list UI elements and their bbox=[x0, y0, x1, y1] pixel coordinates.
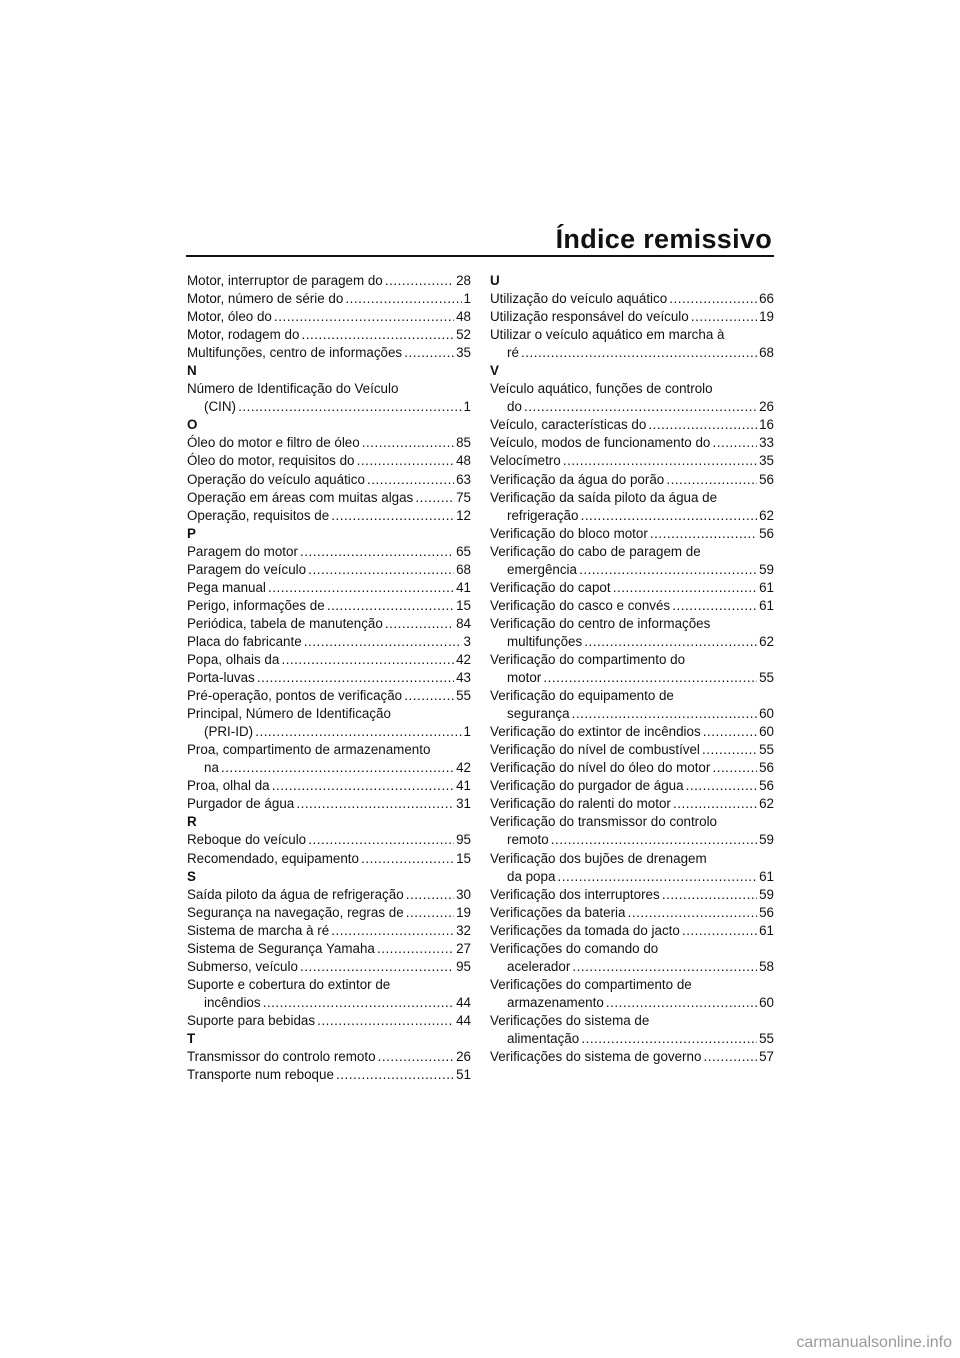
index-letter-heading: U bbox=[490, 273, 500, 288]
index-page-number: 26 bbox=[456, 1049, 471, 1065]
index-entry bbox=[187, 976, 471, 1012]
index-entry bbox=[490, 471, 774, 489]
index-entry-text: ré . . . bbox=[507, 344, 757, 362]
index-page-number: 55 bbox=[759, 670, 774, 686]
index-page-number: 57 bbox=[759, 1049, 774, 1065]
index-entry-text: Verificação da água do porão . . . bbox=[490, 471, 757, 489]
index-page-number: 68 bbox=[456, 561, 471, 577]
index-entry bbox=[490, 886, 774, 904]
index-page-number: 68 bbox=[759, 345, 774, 361]
index-entry bbox=[187, 471, 471, 489]
index-entry bbox=[490, 380, 774, 416]
index-page-number: 3 bbox=[463, 633, 471, 649]
index-page-number: 1 bbox=[463, 724, 471, 740]
watermark-text: carmanualsonline.info bbox=[796, 1334, 952, 1351]
index-entry-text: Recomendado, equipamento . . . bbox=[187, 850, 454, 868]
index-entry-text: Operação do veículo aquático . . . bbox=[187, 471, 454, 489]
index-page-number: 56 bbox=[759, 760, 774, 776]
index-entry bbox=[187, 615, 471, 633]
index-column-left bbox=[187, 272, 471, 1084]
index-entry-text: Verificação do nível de combustível . . . bbox=[490, 741, 757, 759]
index-page-number: 27 bbox=[456, 940, 471, 956]
index-entry bbox=[187, 579, 471, 597]
index-entry bbox=[490, 976, 774, 1012]
index-entry bbox=[490, 777, 774, 795]
index-page-number: 26 bbox=[759, 399, 774, 415]
index-entry-text: remoto . . . bbox=[507, 831, 757, 849]
index-page-number: 1 bbox=[463, 291, 471, 307]
index-entry bbox=[490, 489, 774, 525]
index-entry-text: Saída piloto da água de refrigeração . . . bbox=[187, 886, 454, 904]
index-entry-text: Pré-operação, pontos de verificação . . . bbox=[187, 687, 454, 705]
index-page-number: 16 bbox=[759, 417, 774, 433]
index-entry bbox=[187, 831, 471, 849]
index-page-number: 61 bbox=[759, 597, 774, 613]
index-entry-text: Perigo, informações de . . . bbox=[187, 597, 454, 615]
page-title: Índice remissivo bbox=[555, 224, 772, 254]
index-entry bbox=[187, 561, 471, 579]
index-entry-text: Verificações do comando do bbox=[490, 940, 659, 956]
index-entry bbox=[490, 416, 774, 434]
index-entry-text: Verificação do capot . . . bbox=[490, 579, 757, 597]
index-page-number: 56 bbox=[759, 471, 774, 487]
index-entry bbox=[187, 651, 471, 669]
index-entry-text: Principal, Número de Identificação bbox=[187, 706, 391, 722]
index-page-number: 63 bbox=[456, 471, 471, 487]
index-entry-text: Paragem do veículo . . . bbox=[187, 561, 454, 579]
index-entry bbox=[490, 290, 774, 308]
index-entry bbox=[187, 597, 471, 615]
index-page-number: 35 bbox=[456, 345, 471, 361]
index-entry-text: Pega manual . . . bbox=[187, 579, 454, 597]
index-entry bbox=[187, 380, 471, 416]
index-entry-text: Verificações da tomada do jacto . . . bbox=[490, 922, 757, 940]
index-page-number: 75 bbox=[456, 489, 471, 505]
index-entry bbox=[187, 922, 471, 940]
index-page-number: 59 bbox=[759, 886, 774, 902]
index-entry-text: Suporte para bebidas . . . bbox=[187, 1012, 454, 1030]
index-entry-text: do . . . bbox=[507, 398, 757, 416]
index-page-number: 62 bbox=[759, 633, 774, 649]
index-entry-text: motor . . . bbox=[507, 669, 757, 687]
index-entry-text: segurança . . . bbox=[507, 705, 757, 723]
index-entry bbox=[490, 940, 774, 976]
index-page-number: 30 bbox=[456, 886, 471, 902]
index-entry bbox=[187, 272, 471, 290]
index-entry-text: Purgador de água . . . bbox=[187, 795, 454, 813]
index-page-number: 56 bbox=[759, 778, 774, 794]
index-page-number: 55 bbox=[759, 1030, 774, 1046]
index-page-number: 95 bbox=[456, 832, 471, 848]
index-entry-text: Operação em áreas com muitas algas . . . bbox=[187, 489, 454, 507]
index-entry-text: Velocímetro . . . bbox=[490, 452, 757, 470]
index-letter-heading: N bbox=[187, 363, 197, 379]
index-entry bbox=[490, 723, 774, 741]
index-entry-text: Submerso, veículo . . . bbox=[187, 958, 454, 976]
index-entry bbox=[490, 904, 774, 922]
index-entry-text: Verificações do compartimento de bbox=[490, 976, 692, 992]
index-page-number: 44 bbox=[456, 1012, 471, 1028]
index-entry-text: Verificações do sistema de governo . . . bbox=[490, 1048, 757, 1066]
index-entry bbox=[187, 904, 471, 922]
index-entry bbox=[187, 543, 471, 561]
index-entry-text: Popa, olhais da . . . bbox=[187, 651, 454, 669]
index-page-number: 65 bbox=[456, 543, 471, 559]
index-entry-text: Óleo do motor e filtro de óleo . . . bbox=[187, 434, 454, 452]
index-entry-text: Suporte e cobertura do extintor de bbox=[187, 976, 391, 992]
index-entry-text: Utilizar o veículo aquático em marcha à bbox=[490, 327, 725, 343]
index-page-number: 60 bbox=[759, 994, 774, 1010]
index-entry bbox=[187, 940, 471, 958]
index-entry-text: da popa . . . bbox=[507, 868, 757, 886]
index-page-number: 44 bbox=[456, 994, 471, 1010]
index-entry bbox=[187, 687, 471, 705]
index-page-number: 51 bbox=[456, 1067, 471, 1083]
index-entry-text: Motor, número de série do . . . bbox=[187, 290, 462, 308]
index-page-number: 60 bbox=[759, 706, 774, 722]
index-page-number: 19 bbox=[456, 904, 471, 920]
index-page-number: 15 bbox=[456, 850, 471, 866]
index-letter-heading: P bbox=[187, 525, 196, 541]
index-entry bbox=[490, 615, 774, 651]
index-page-number: 59 bbox=[759, 561, 774, 577]
index-page-number: 28 bbox=[456, 273, 471, 288]
index-page-number: 31 bbox=[456, 796, 471, 812]
index-entry-text: armazenamento . . . bbox=[507, 994, 757, 1012]
index-entry bbox=[187, 507, 471, 525]
index-entry bbox=[490, 597, 774, 615]
index-entry-text: Verificação do extintor de incêndios . . . bbox=[490, 723, 757, 741]
index-entry bbox=[490, 651, 774, 687]
index-entry bbox=[490, 813, 774, 849]
index-entry-text: refrigeração . . . bbox=[507, 507, 757, 525]
index-entry bbox=[187, 777, 471, 795]
index-page-number: 58 bbox=[759, 958, 774, 974]
index-entry-text: Proa, olhal da . . . bbox=[187, 777, 454, 795]
index-entry-text: alimentação . . . bbox=[507, 1030, 757, 1048]
index-letter-heading: O bbox=[187, 417, 198, 433]
index-entry-text: Verificação do transmissor do controlo bbox=[490, 814, 718, 830]
index-entry-text: Verificações do sistema de bbox=[490, 1012, 650, 1028]
index-entry-text: Verificação do cabo de paragem de bbox=[490, 543, 701, 559]
index-page-number: 1 bbox=[463, 399, 471, 415]
index-page-number: 56 bbox=[759, 525, 774, 541]
index-page-number: 41 bbox=[456, 778, 471, 794]
index-entry-text: Utilização responsável do veículo . . . bbox=[490, 308, 757, 326]
index-page-number: 42 bbox=[456, 651, 471, 667]
index-entry-text: Verificação do ralenti do motor . . . bbox=[490, 795, 757, 813]
index-entry-text: Sistema de marcha à ré . . . bbox=[187, 922, 454, 940]
index-page-number: 55 bbox=[456, 688, 471, 704]
index-column-right bbox=[490, 272, 774, 1066]
index-entry bbox=[490, 543, 774, 579]
index-entry-text: Verificações da bateria . . . bbox=[490, 904, 757, 922]
index-entry bbox=[490, 434, 774, 452]
index-entry bbox=[490, 308, 774, 326]
index-entry bbox=[187, 434, 471, 452]
index-entry-text: Veículo, características do . . . bbox=[490, 416, 757, 434]
index-page-number: 35 bbox=[759, 453, 774, 469]
index-entry bbox=[490, 741, 774, 759]
index-entry bbox=[187, 1012, 471, 1030]
index-entry-text: Motor, interruptor de paragem do . . . bbox=[187, 272, 454, 290]
index-page-number: 42 bbox=[456, 760, 471, 776]
index-entry bbox=[490, 850, 774, 886]
index-entry bbox=[187, 308, 471, 326]
index-entry-text: Periódica, tabela de manutenção . . . bbox=[187, 615, 454, 633]
index-page-number: 12 bbox=[456, 507, 471, 523]
index-entry-text: Número de Identificação do Veículo bbox=[187, 381, 399, 397]
index-entry-text: na . . . bbox=[204, 759, 454, 777]
index-entry-text: Verificação do compartimento do bbox=[490, 651, 686, 667]
index-entry-text: Multifunções, centro de informações . . . bbox=[187, 344, 454, 362]
index-entry-text: Verificação da saída piloto da água de bbox=[490, 489, 718, 505]
index-entry bbox=[187, 1048, 471, 1066]
index-letter-heading: R bbox=[187, 814, 197, 830]
index-page-number: 33 bbox=[759, 435, 774, 451]
index-entry-text: Verificação do bloco motor . . . bbox=[490, 525, 757, 543]
index-entry-text: Sistema de Segurança Yamaha . . . bbox=[187, 940, 454, 958]
index-entry bbox=[490, 687, 774, 723]
index-page-number: 32 bbox=[456, 922, 471, 938]
index-page-number: 19 bbox=[759, 309, 774, 325]
index-entry bbox=[490, 525, 774, 543]
index-page-number: 61 bbox=[759, 922, 774, 938]
index-page-number: 48 bbox=[456, 309, 471, 325]
index-entry bbox=[490, 922, 774, 940]
index-entry-text: Transmissor do controlo remoto . . . bbox=[187, 1048, 454, 1066]
index-entry bbox=[187, 452, 471, 470]
index-entry-text: Óleo do motor, requisitos do . . . bbox=[187, 452, 454, 470]
index-letter-heading: S bbox=[187, 868, 196, 884]
index-page-number: 61 bbox=[759, 579, 774, 595]
index-entry bbox=[187, 886, 471, 904]
index-entry bbox=[187, 705, 471, 741]
index-entry bbox=[490, 759, 774, 777]
index-entry-text: Transporte num reboque . . . bbox=[187, 1066, 454, 1084]
index-entry-text: Utilização do veículo aquático . . . bbox=[490, 290, 757, 308]
index-entry bbox=[490, 1048, 774, 1066]
index-entry bbox=[187, 741, 471, 777]
index-entry-text: Verificação do purgador de água . . . bbox=[490, 777, 757, 795]
index-entry-text: Motor, rodagem do . . . bbox=[187, 326, 454, 344]
index-page-number: 55 bbox=[759, 742, 774, 758]
index-page-number: 41 bbox=[456, 579, 471, 595]
index-entry-text: Verificação do centro de informações bbox=[490, 615, 711, 631]
index-entry bbox=[187, 633, 471, 651]
index-entry-text: Verificação do equipamento de bbox=[490, 688, 674, 704]
index-page-number: 95 bbox=[456, 958, 471, 974]
index-entry bbox=[187, 290, 471, 308]
index-page-number: 59 bbox=[759, 832, 774, 848]
index-entry-text: Porta-luvas . . . bbox=[187, 669, 454, 687]
index-entry-text: Segurança na navegação, regras de . . . bbox=[187, 904, 454, 922]
index-page-number: 52 bbox=[456, 327, 471, 343]
index-entry-text: multifunções . . . bbox=[507, 633, 757, 651]
index-page-number: 62 bbox=[759, 796, 774, 812]
index-entry-text: Paragem do motor . . . bbox=[187, 543, 454, 561]
index-entry-text: (PRI-ID) . . . bbox=[204, 723, 462, 741]
index-entry bbox=[187, 850, 471, 868]
index-entry bbox=[187, 489, 471, 507]
index-page-number: 48 bbox=[456, 453, 471, 469]
index-entry bbox=[187, 326, 471, 344]
index-page-number: 60 bbox=[759, 724, 774, 740]
index-entry-text: Veículo aquático, funções de controlo bbox=[490, 381, 713, 397]
index-entry bbox=[187, 795, 471, 813]
index-entry bbox=[490, 452, 774, 470]
index-entry-text: Verificação do casco e convés . . . bbox=[490, 597, 757, 615]
index-entry bbox=[187, 344, 471, 362]
index-page-number: 43 bbox=[456, 670, 471, 686]
index-entry-text: incêndios . . . bbox=[204, 994, 454, 1012]
index-page-number: 15 bbox=[456, 597, 471, 613]
index-entry-text: (CIN) . . . bbox=[204, 398, 462, 416]
index-page-number: 84 bbox=[456, 615, 471, 631]
index-page-number: 66 bbox=[759, 291, 774, 307]
index-entry-text: Operação, requisitos de . . . bbox=[187, 507, 454, 525]
index-entry bbox=[490, 579, 774, 597]
index-entry-text: Verificação do nível do óleo do motor . . . bbox=[490, 759, 757, 777]
index-entry bbox=[187, 958, 471, 976]
index-entry bbox=[490, 795, 774, 813]
index-page-number: 62 bbox=[759, 507, 774, 523]
index-entry bbox=[187, 669, 471, 687]
index-entry-text: Motor, óleo do . . . bbox=[187, 308, 454, 326]
index-letter-heading: T bbox=[187, 1030, 196, 1046]
index-entry-text: acelerador . . . bbox=[507, 958, 757, 976]
index-letter-heading: V bbox=[490, 363, 499, 379]
index-entry bbox=[187, 1066, 471, 1084]
index-page-number: 85 bbox=[456, 435, 471, 451]
index-entry bbox=[490, 326, 774, 362]
index-entry-text: Reboque do veículo . . . bbox=[187, 831, 454, 849]
index-entry-text: Placa do fabricante . . . bbox=[187, 633, 462, 651]
index-page-number: 61 bbox=[759, 868, 774, 884]
index-entry-text: Veículo, modos de funcionamento do . . . bbox=[490, 434, 757, 452]
index-entry bbox=[490, 1012, 774, 1048]
index-page-number: 56 bbox=[759, 904, 774, 920]
index-entry-text: Verificação dos bujões de drenagem bbox=[490, 850, 707, 866]
index-entry-text: Verificação dos interruptores . . . bbox=[490, 886, 757, 904]
index-entry-text: Proa, compartimento de armazenamento bbox=[187, 742, 431, 758]
index-entry-text: emergência . . . bbox=[507, 561, 757, 579]
title-divider bbox=[186, 255, 774, 257]
